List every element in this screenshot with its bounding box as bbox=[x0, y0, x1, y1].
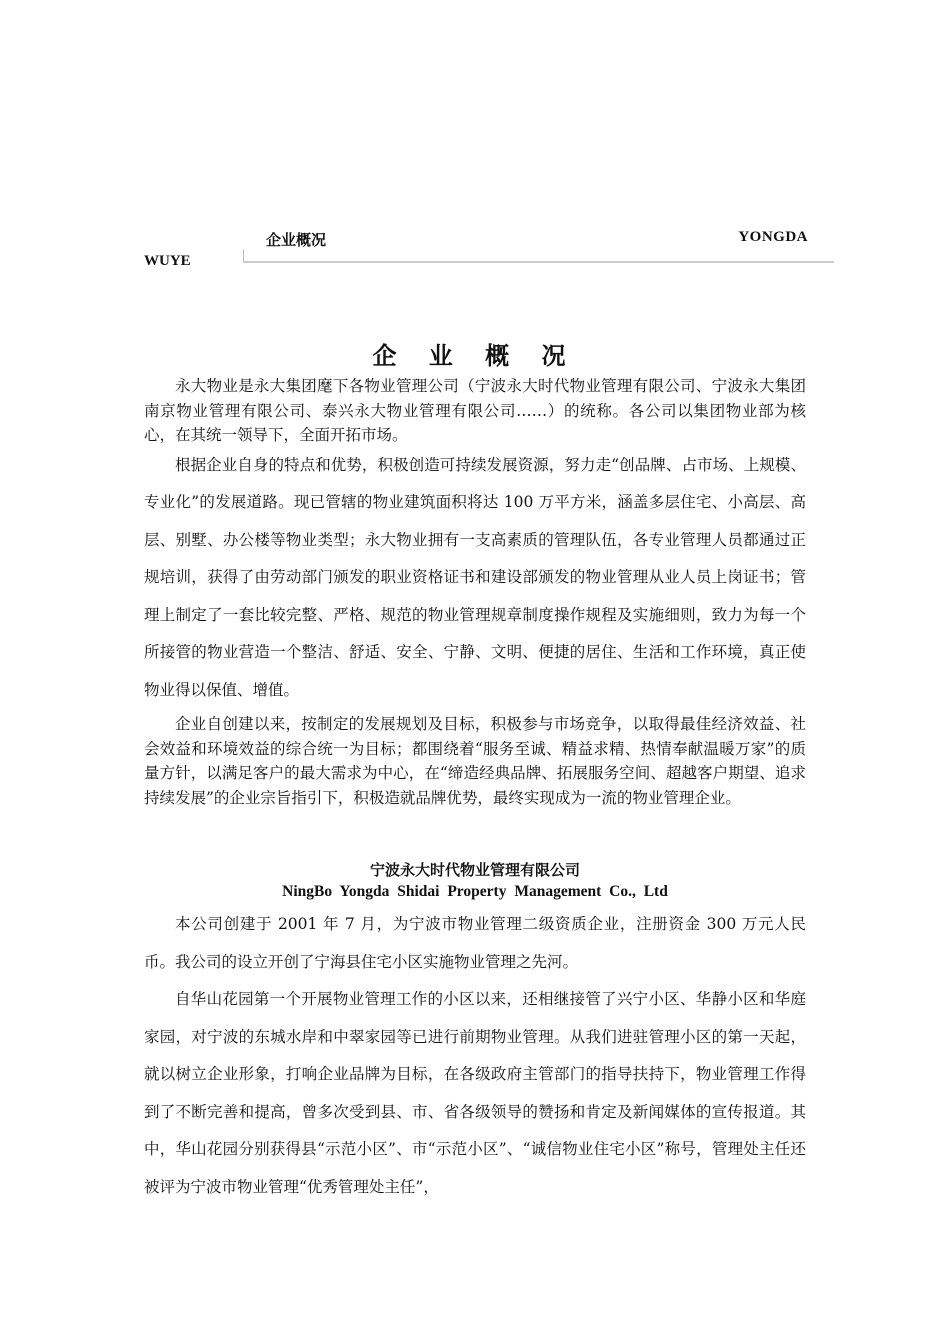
company-name-cn: 宁波永大时代物业管理有限公司 bbox=[369, 861, 580, 879]
intro-paragraph-3: 企业自创建以来，按制定的发展规划及目标，积极参与市场竞争，以取得最佳经济效益、社会效益和环境效益的综合统一为目标；都围绕着“服务至诚、精益求精、热情奉献温暖万家”的质量方针，以满足客户的最大需求为中心，在“缔造经典品牌、拓展服务空间、超越客户期望、追求持续发展”的企业宗旨指引下，积极造就品牌优势，最终实现成为一流的物业管理企业。 bbox=[144, 715, 806, 807]
header-section-title: 企业概况 bbox=[266, 231, 327, 249]
company-section bbox=[144, 906, 806, 1206]
intro-section bbox=[144, 374, 806, 810]
header-brand-wrap: WUYE bbox=[144, 253, 191, 269]
header-rule bbox=[243, 249, 834, 263]
intro-paragraph-1: 永大物业是永大集团麾下各物业管理公司（宁波永大时代物业管理有限公司、宁波永大集团南京物业管理有限公司、泰兴永大物业管理有限公司……）的统称。各公司以集团物业部为核心，在其统一领导下，全面开拓市场。 bbox=[144, 377, 806, 444]
company-name-en: NingBo Yongda Shidai Property Management Co., Ltd bbox=[282, 883, 668, 900]
page-title: 企 业 概 况 bbox=[372, 342, 578, 370]
company-paragraph-2: 自华山花园第一个开展物业管理工作的小区以来，还相继接管了兴宁小区、华静小区和华庭家园，对宁波的东城水岸和中翠家园等已进行前期物业管理。从我们进驻管理小区的第一天起，就以树立企业形象，打响企业品牌为目标，在各级政府主管部门的指导扶持下，物业管理工作得到了不断完善和提高，曾多次受到县、市、省各级领导的赞扬和肯定及新闻媒体的宣传报道。其中，华山花园分别获得县“示范小区”、市“示范小区”、“诚信物业住宅小区”称号，管理处主任还被评为宁波市物业管理“优秀管理处主任”， bbox=[144, 990, 806, 1196]
intro-paragraph-2: 根据企业自身的特点和优势，积极创造可持续发展资源，努力走“创品牌、占市场、上规模、专业化”的发展道路。现已管辖的物业建筑面积将达 100 万平方米，涵盖多层住宅、小高层、高层、别墅、办公楼等物业类型；永大物业拥有一支高素质的管理队伍，各专业管理人员都通过正规培训，获得了由劳动部门颁发的职业资格证书和建设部颁发的物业管理从业人员上岗证书；管理上制定了一套比较完整、严格、规范的物业管理规章制度操作规程及实施细则，致力为每一个所接管的物业营造一个整洁、舒适、安全、宁静、文明、便捷的居住、生活和工作环境，真正使物业得以保值、增值。 bbox=[144, 455, 806, 699]
company-paragraph-1: 本公司创建于 2001 年 7 月，为宁波市物业管理二级资质企业，注册资金 300 万元人民币。我公司的设立开创了宁海县住宅小区实施物业管理之先河。 bbox=[144, 915, 806, 971]
header-brand: YONGDA bbox=[738, 229, 808, 245]
